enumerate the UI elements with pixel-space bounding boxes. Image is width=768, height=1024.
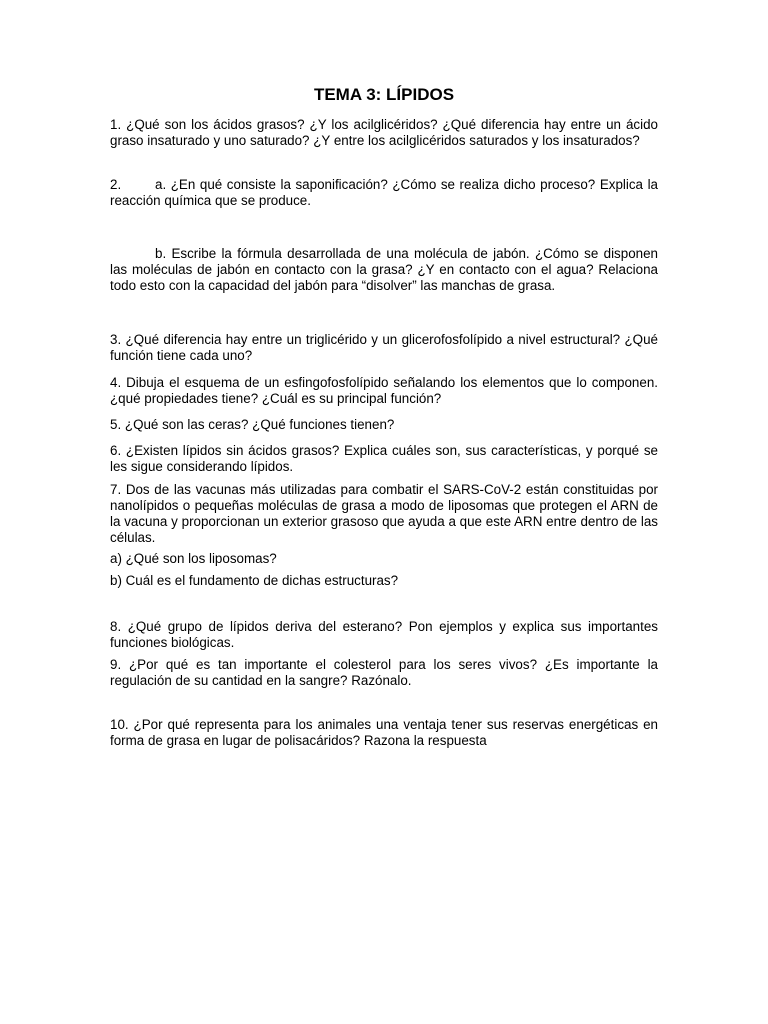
question-3: 3. ¿Qué diferencia hay entre un triglicérido y un glicerofosfolípido a nivel estructural? ¿Qué función tiene cada uno? (110, 332, 658, 363)
question-9: 9. ¿Por qué es tan importante el colesterol para los seres vivos? ¿Es importante la regulación de su cantidad en la sangre? Razónalo. (110, 657, 658, 688)
question-2b (110, 246, 658, 294)
page-title: TEMA 3: LÍPIDOS (313, 85, 455, 104)
question-8: 8. ¿Qué grupo de lípidos deriva del esterano? Pon ejemplos y explica sus importantes funciones biológicas. (110, 619, 658, 650)
question-2-number: 2. (110, 177, 122, 192)
question-2a-text: a. ¿En qué consiste la saponificación? ¿Cómo se realiza dicho proceso? Explica la reacción química que se produce. (110, 177, 658, 208)
question-5: 5. ¿Qué son las ceras? ¿Qué funciones tienen? (110, 417, 395, 432)
question-10: 10. ¿Por qué representa para los animales una ventaja tener sus reservas energéticas en forma de grasa en lugar de polisacáridos? Razona la respuesta (110, 717, 658, 748)
question-2b-text: b. Escribe la fórmula desarrollada de una molécula de jabón. ¿Cómo se disponen las moléculas de jabón en contacto con la grasa? ¿Y en contacto con el agua? Relaciona todo esto con la capacidad del jabón para “disolver” las manchas de grasa. (110, 246, 658, 293)
question-1: 1. ¿Qué son los ácidos grasos? ¿Y los acilglicéridos? ¿Qué diferencia hay entre un ácido graso insaturado y uno saturado? ¿Y entre los acilglicéridos saturados y los insaturados? (110, 117, 658, 148)
question-2a (110, 177, 658, 209)
question-6: 6. ¿Existen lípidos sin ácidos grasos? Explica cuáles son, sus características, y porqué se les sigue considerando lípidos. (110, 443, 658, 474)
question-4: 4. Dibuja el esquema de un esfingofosfolípido señalando los elementos que lo componen. ¿qué propiedades tiene? ¿Cuál es su principal función? (110, 375, 658, 406)
question-7b: b) Cuál es el fundamento de dichas estructuras? (110, 573, 399, 588)
question-7a: a) ¿Qué son los liposomas? (110, 551, 277, 566)
question-7: 7. Dos de las vacunas más utilizadas para combatir el SARS-CoV-2 están constituidas por nanolípidos o pequeñas moléculas de grasa a modo de liposomas que protegen el ARN de la vacuna y proporcionan un exterior grasoso que ayuda a que este ARN entre dentro de las células. (110, 482, 658, 545)
